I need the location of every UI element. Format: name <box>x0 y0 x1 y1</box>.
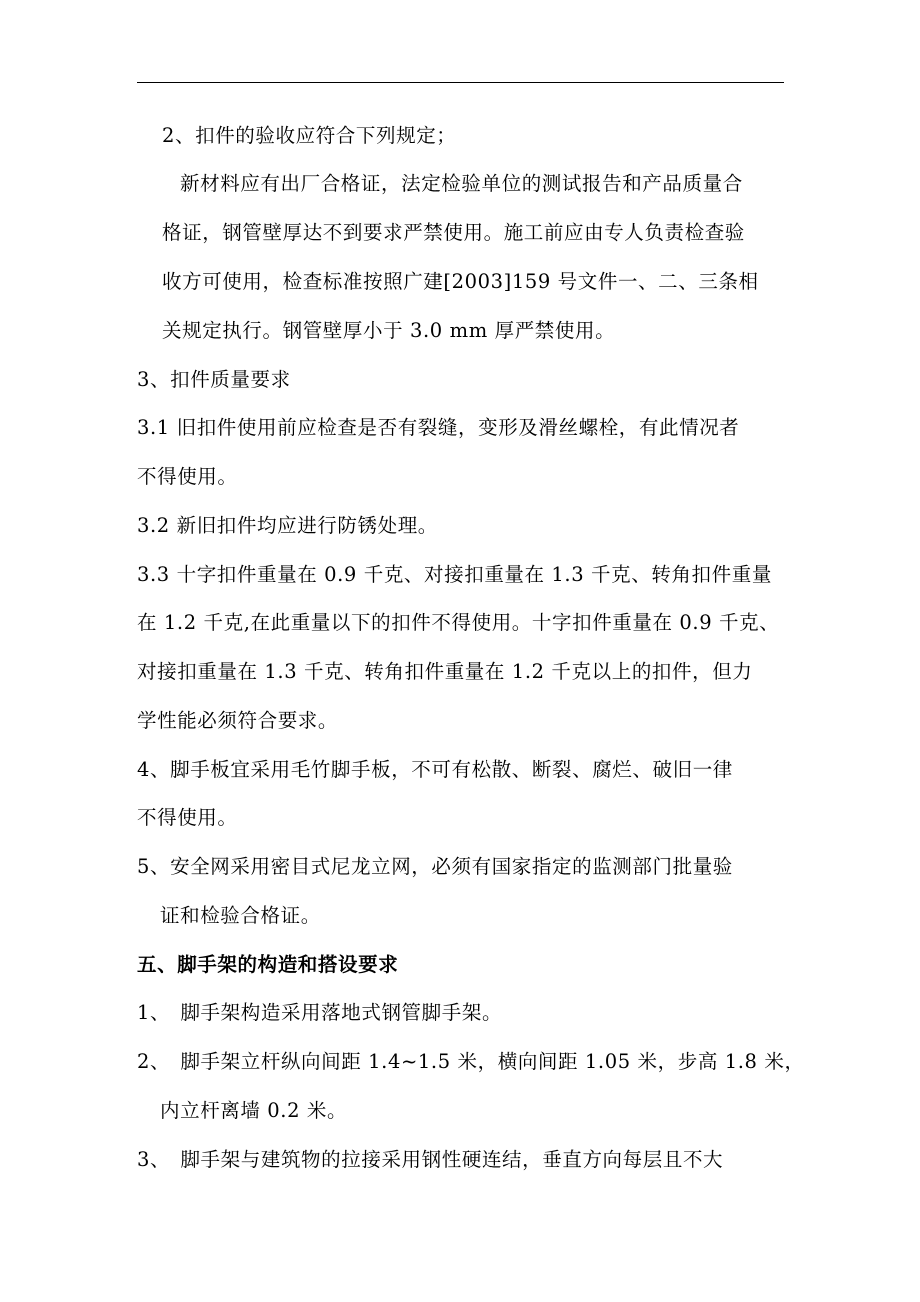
text-line: 1、 脚手架构造采用落地式钢管脚手架。 <box>137 1001 503 1024</box>
text-line: 收方可使用，检查标准按照广建[2003]159 号文件一、二、三条相 <box>162 270 759 293</box>
text-line: 对接扣重量在 1.3 千克、转角扣件重量在 1.2 千克以上的扣件，但力 <box>137 660 753 683</box>
text-line: 关规定执行。钢管壁厚小于 3.0 mm 厚严禁使用。 <box>162 319 616 342</box>
text-line: 内立杆离墙 0.2 米。 <box>160 1099 348 1122</box>
text-line: 4、脚手板宜采用毛竹脚手板，不可有松散、断裂、腐烂、破旧一律 <box>137 758 733 781</box>
text-line: 2、 脚手架立杆纵向间距 1.4~1.5 米，横向间距 1.05 米，步高 1.8 米， <box>137 1050 805 1073</box>
text-line: 2、扣件的验收应符合下列规定； <box>162 124 457 147</box>
text-line: 3.2 新旧扣件均应进行防锈处理。 <box>137 514 438 537</box>
text-line: 新材料应有出厂合格证，法定检验单位的测试报告和产品质量合 <box>180 172 743 195</box>
text-line: 不得使用。 <box>137 465 238 488</box>
text-line: 3.3 十字扣件重量在 0.9 千克、对接扣重量在 1.3 千克、转角扣件重量 <box>137 563 772 586</box>
text-line: 3、扣件质量要求 <box>137 368 291 391</box>
text-line: 在 1.2 千克,在此重量以下的扣件不得使用。十字扣件重量在 0.9 千克、 <box>137 611 780 634</box>
text-line: 证和检验合格证。 <box>160 904 321 927</box>
text-line: 3.1 旧扣件使用前应检查是否有裂缝，变形及滑丝螺栓，有此情况者 <box>137 416 740 439</box>
header-rule <box>137 82 784 83</box>
text-line: 格证，钢管壁厚达不到要求严禁使用。施工前应由专人负责检查验 <box>162 221 745 244</box>
section-heading: 五、脚手架的构造和搭设要求 <box>137 953 399 976</box>
text-line: 学性能必须符合要求。 <box>137 709 339 732</box>
text-line: 3、 脚手架与建筑物的拉接采用钢性硬连结，垂直方向每层且不大 <box>137 1148 724 1171</box>
text-line: 不得使用。 <box>137 806 238 829</box>
text-line: 5、安全网采用密目式尼龙立网，必须有国家指定的监测部门批量验 <box>137 855 733 878</box>
